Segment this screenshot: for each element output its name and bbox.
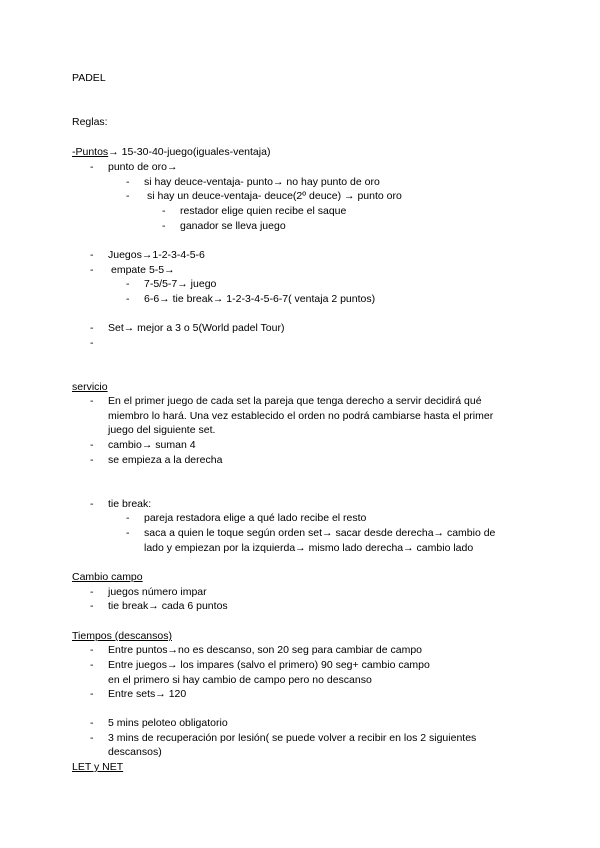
doc-title: PADEL: [72, 72, 106, 84]
bullet-dash: -: [90, 644, 94, 656]
bullet-dash: -: [90, 264, 94, 276]
tiempos-item-5-line2: descansos): [108, 746, 162, 758]
bullet-dash: -: [90, 498, 94, 510]
servicio-p1-line2: miembro lo hará. Una vez establecido el orden no podrá cambiarse hasta el primer: [108, 410, 494, 422]
tiebreak-sub-2-line2: lado y empiezan por la izquierda→ mismo lado derecha→ cambio lado: [144, 542, 474, 554]
juegos-item: Juegos→1-2-3-4-5-6: [108, 249, 205, 261]
empate-sub-1: 7-5/5-7→ juego: [144, 278, 217, 290]
tiebreak-sub-2-line1: saca a quien le toque según orden set→ sacar desde derecha→ cambio de: [144, 527, 496, 539]
tiempos-item-4: 5 mins peloteo obligatorio: [108, 717, 228, 729]
bullet-dash: -: [90, 395, 94, 407]
bullet-dash: -: [90, 249, 94, 261]
bullet-dash: -: [162, 205, 166, 217]
tiebreak-sub-1: pareja restadora elige a qué lado recibe el resto: [144, 512, 367, 524]
bullet-dash: -: [90, 586, 94, 598]
tiempos-item-2-line2: en el primero si hay cambio de campo pero no descanso: [108, 674, 372, 686]
bullet-dash: -: [90, 688, 94, 700]
servicio-heading: servicio: [72, 381, 108, 393]
bullet-dash: -: [90, 439, 94, 451]
bullet-dash: -: [90, 337, 94, 349]
bullet-dash: -: [126, 293, 130, 305]
cambio-campo-item-2: tie break→ cada 6 puntos: [108, 600, 228, 612]
bullet-dash: -: [126, 527, 130, 539]
restador-item: restador elige quien recibe el saque: [180, 205, 347, 217]
tiempos-item-5-line1: 3 mins de recuperación por lesión( se puede volver a recibir en los 2 siguientes: [108, 732, 477, 744]
bullet-dash: -: [126, 190, 130, 202]
deuce-item-1: si hay deuce-ventaja- punto→ no hay punto de oro: [144, 176, 380, 188]
bullet-dash: -: [90, 454, 94, 466]
puntos-label: -Puntos: [72, 146, 109, 158]
tiempos-heading: Tiempos (descansos): [72, 630, 172, 642]
tiempos-item-1: Entre puntos→no es descanso, son 20 seg para cambiar de campo: [108, 644, 423, 656]
bullet-dash: -: [90, 717, 94, 729]
bullet-dash: -: [90, 659, 94, 671]
bullet-dash: -: [126, 176, 130, 188]
deuce-item-2: si hay un deuce-ventaja- deuce(2º deuce) → punto oro: [147, 190, 402, 202]
cambio-campo-heading: Cambio campo: [72, 571, 143, 583]
bullet-dash: -: [90, 732, 94, 744]
bullet-dash: -: [162, 220, 166, 232]
bullet-dash: -: [126, 278, 130, 290]
tiebreak-item: tie break:: [108, 498, 152, 510]
bullet-dash: -: [126, 512, 130, 524]
punto-oro-item: punto de oro→: [108, 161, 178, 173]
let-net-heading: LET y NET: [72, 761, 124, 773]
cambio-item: cambio→ suman 4: [108, 439, 196, 451]
bullet-dash: -: [90, 322, 94, 334]
reglas-heading: Reglas:: [72, 116, 108, 128]
derecha-item: se empieza a la derecha: [108, 454, 223, 466]
set-item: Set→ mejor a 3 o 5(World padel Tour): [108, 322, 285, 334]
tiempos-item-2-line1: Entre juegos→ los impares (salvo el primero) 90 seg+ cambio campo: [108, 659, 430, 671]
puntos-line: [72, 145, 270, 160]
empate-item: empate 5-5→: [111, 264, 175, 276]
servicio-p1-line3: juego del siguiente set.: [108, 424, 216, 436]
empate-sub-2: 6-6→ tie break→ 1-2-3-4-5-6-7( ventaja 2 puntos): [144, 293, 376, 305]
ganador-item: ganador se lleva juego: [180, 220, 286, 232]
cambio-campo-item-1: juegos número impar: [108, 586, 207, 598]
bullet-dash: -: [90, 161, 94, 173]
servicio-p1-line1: En el primer juego de cada set la pareja que tenga derecho a servir decidirá qué: [108, 395, 482, 407]
bullet-dash: -: [90, 600, 94, 612]
puntos-rest: → 15-30-40-juego(iguales-ventaja): [108, 146, 271, 158]
tiempos-item-3: Entre sets→ 120: [108, 688, 187, 700]
